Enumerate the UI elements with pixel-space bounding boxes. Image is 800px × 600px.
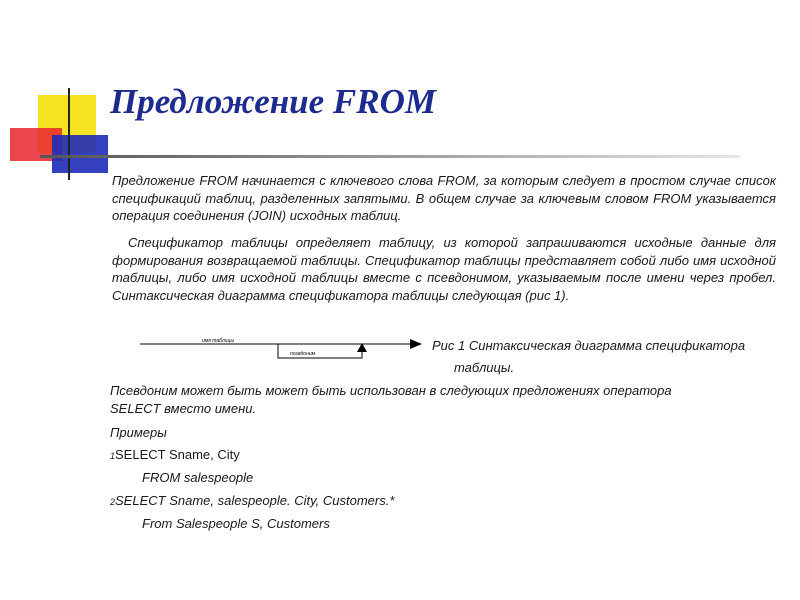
diagram-end-arrow [410, 339, 422, 349]
example-2-select-text: SELECT Sname, salespeople. City, Customers.* [115, 493, 395, 508]
diagram-label-table-name: имя таблицы [202, 338, 234, 344]
example-1-number: 1 [110, 451, 116, 461]
example-1-select [110, 446, 240, 465]
decor-blue-square [52, 135, 108, 173]
title-underline [40, 155, 740, 158]
example-1-select-text: SELECT Sname, City [115, 447, 240, 462]
example-2-number: 2 [110, 497, 116, 507]
alias-note-line2: SELECT вместо имени. [110, 401, 257, 416]
diagram-label-alias: псевдоним [290, 351, 316, 357]
alias-note-line1: Псевдоним может быть может быть использован в следующих предложениях оператора [110, 383, 672, 398]
decor-vertical-line [68, 88, 70, 180]
example-2-select [110, 492, 394, 511]
figure-caption-line1: Рис 1 Синтаксическая диаграмма спецификатора [432, 338, 746, 353]
example-1-from: FROM salespeople [142, 470, 254, 485]
syntax-diagram [140, 332, 430, 362]
paragraph-from-intro: Предложение FROM начинается с ключевого слова FROM, за которым следует в простом случае список спецификаций таблиц, разделенных запятыми. В общем случае за ключевым словом FROM указывается операция соединения (JOIN) исходных таблиц. [112, 173, 776, 223]
examples-label: Примеры [110, 425, 167, 440]
figure-caption-line2: таблицы. [454, 360, 515, 375]
paragraph-table-specifier: Спецификатор таблицы определяет таблицу, из которой запрашиваются исходные данные для формирования возвращаемой таблицы. Спецификатор таблицы представляет собой либо имя исходной таблицы, либо имя исходной таблицы вместе с псевдонимом, указываемым после имени через пробел. Синтаксическая диаграмма спецификатора таблицы следующая (рис 1). [112, 235, 776, 303]
figure-caption [432, 335, 777, 379]
slide-title: Предложение FROM [110, 82, 437, 121]
example-2-from: From Salespeople S, Customers [142, 516, 330, 531]
